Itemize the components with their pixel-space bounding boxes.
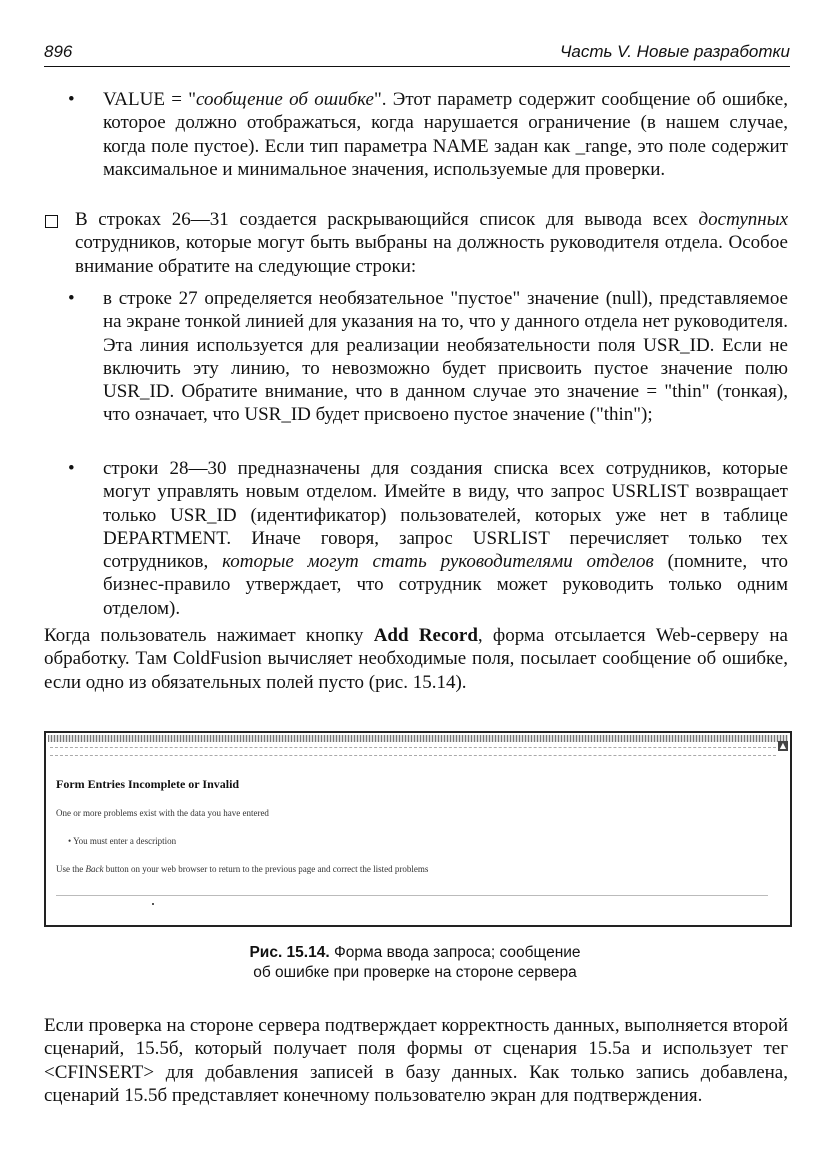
item-rows-text-after: сотрудников, которые могут быть выбраны на должность руководителя отдела. Особое внимание обратите на следующие строки: [75, 232, 788, 277]
figure-screenshot [44, 731, 792, 927]
bullet-value-param [103, 88, 788, 181]
bullet-dot: • [68, 458, 75, 479]
bullet-28-italic: которые могут стать руководителями отделов [222, 551, 654, 573]
browser-toolbar-strip [48, 735, 788, 742]
caption-line-2: об ошибке при проверке на стороне сервера [253, 964, 577, 981]
caption-label: Рис. 15.14. [249, 944, 330, 961]
bullet-row-27: в строке 27 определяется необязательное "пустое" значение (null), представляемое на экране тонкой линией для указания на то, что у данного отдела нет руководителя. Эта линия используется для реализации необязательности поля USR_ID. Если не включить эту линию, то невозможно будет присвоить пустое значение полю USR_ID. Обратите внимание, что в данном случае это значение = "thin" (тонкая), что означает, что USR_ID будет присвоено пустое значение ("thin"); [103, 288, 788, 426]
item-rows-26-31 [75, 208, 788, 278]
page-number: 896 [44, 42, 73, 61]
paragraph-add-record [44, 624, 788, 694]
error-intro: One or more problems exist with the data you have entered [56, 808, 269, 818]
back-after: button on your web browser to return to the previous page and correct the listed problems [103, 864, 429, 874]
error-list-item: • You must enter a description [68, 836, 177, 846]
paragraph-final: Если проверка на стороне сервера подтверждает корректность данных, выполняется второй сценарий, 15.5б, который получает поля формы от сценария 15.5а и использует тег <CFINSERT> для добавления записей в базу данных. Как только запись добавлена, сценарий 15.5б представляет конечному пользователю экран для подтверждения. [44, 1015, 789, 1106]
bullet-value-italic: сообщение об ошибке [195, 89, 374, 110]
separator-line [50, 747, 776, 748]
running-header [44, 40, 790, 67]
separator-line [50, 755, 776, 756]
bullet-dot: • [68, 89, 75, 110]
bullet-rows-28-30 [103, 457, 788, 620]
chapter-title: Часть V. Новые разработки [559, 42, 790, 61]
bullet-value-prefix: VALUE = " [103, 89, 196, 110]
checkbox-square-icon [45, 215, 58, 228]
bullet-28-text-after: (помните, что бизнес-правило утверждает, что сотрудник может руководить только одним отделом). [103, 551, 788, 619]
back-before: Use the [56, 864, 86, 874]
back-instruction [56, 864, 428, 874]
error-heading: Form Entries Incomplete or Invalid [56, 777, 240, 791]
divider-line [56, 895, 768, 896]
scroll-arrow-icon[interactable]: ▲ [779, 741, 787, 750]
item-rows-text-before: В строках 26—31 создается раскрывающийся список для вывода всех [75, 209, 699, 230]
add-record-bold: Add Record [373, 625, 478, 646]
caption-line-1: Форма ввода запроса; сообщение [329, 944, 581, 961]
bullet-28-text-before: строки 28—30 предназначены для создания списка всех сотрудников, которые могут управлять новым отделом. Имейте в виду, что запрос USRLIST возвращает только USR_ID (идентификатор) пользователей, которых уже нет в таблице DEPARTMENT. Иначе говоря, запрос USRLIST перечисляет только тех сотрудников, [103, 458, 788, 573]
add-record-text-after: , форма отсылается Web-серверу на обработку. Там ColdFusion вычисляет необходимые поля, посылает сообщение об ошибке, если одно из обязательных полей пусто (рис. 15.14). [44, 625, 788, 693]
back-italic: Back [85, 864, 104, 874]
add-record-text-before: Когда пользователь нажимает кнопку [44, 625, 374, 646]
cursor-dot [152, 903, 154, 905]
figure-caption [150, 943, 680, 983]
bullet-dot: • [68, 288, 75, 309]
bullet-value-rest: ". Этот параметр содержит сообщение об ошибке, которое должно отображаться, когда нарушается ограничение (в нашем случае, когда поле пустое). Если тип параметра NAME задан как _range, это поле содержит максимальное и минимальное значения, используемые для проверки. [103, 89, 788, 180]
item-rows-italic: доступных [698, 209, 788, 230]
